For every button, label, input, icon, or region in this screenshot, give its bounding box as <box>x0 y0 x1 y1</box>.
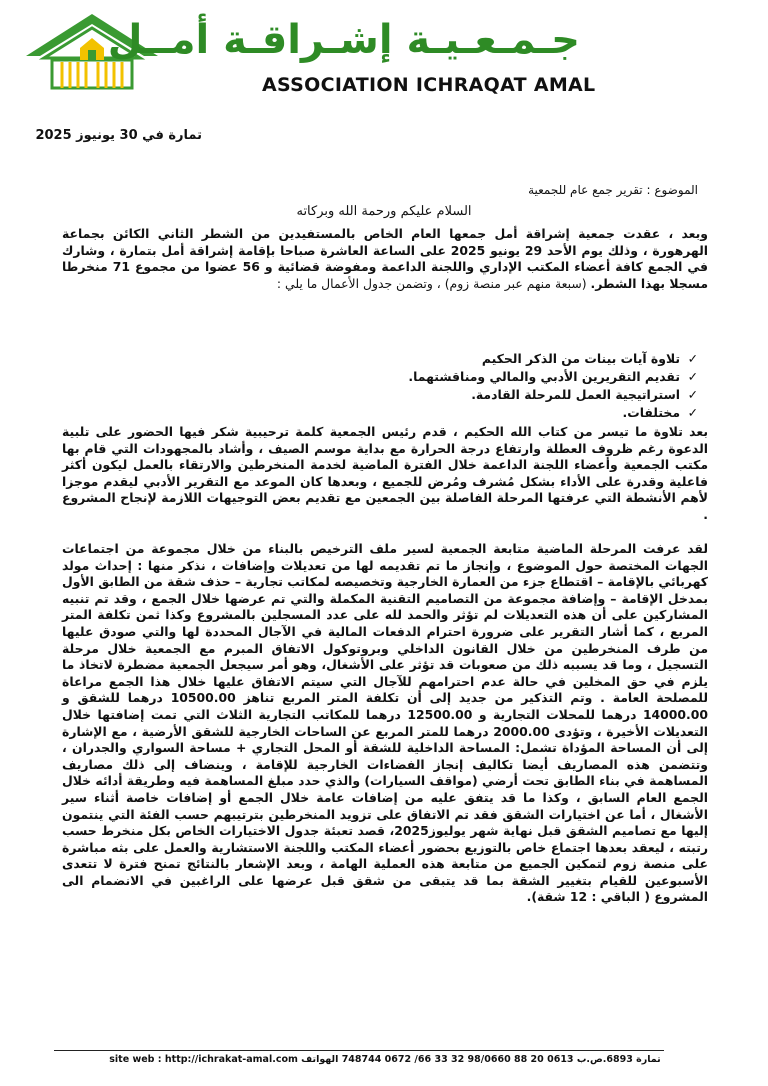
checkmark-icon: ✓ <box>687 369 698 384</box>
footer-divider <box>54 1050 664 1051</box>
checkmark-icon: ✓ <box>687 405 698 420</box>
footer-contact: تمارة 6893.ص.ب 0613 20 88 98/0660 32 33 66/ 0672 748744 الهواتف site web : http://ichrakat-amal.com <box>109 1054 661 1065</box>
paragraph-intro-bold: وبعد ، عقدت جمعية إشراقة أمل جمعها العام الخاص بالمستفيدين من الشطر الثاني الكائن بجماعة الهرهورة ، وذلك يوم الأحد 29 يونيو 2025 على الساعة العاشرة صباحا بإقامة إشراقة أمل بتمارة ، وشارك في الجمع كافة أعضاء المكتب الإداري واللجنة الداعمة ومفوضة قضائية و 56 عضوا من مجموع 71 منخرطا مسجلا بهذا الشطر. <box>62 226 708 291</box>
paragraph-intro <box>62 226 708 292</box>
agenda-list <box>408 350 698 422</box>
greeting: السلام عليكم ورحمة الله وبركاته <box>296 204 472 219</box>
agenda-item: ✓تلاوة آيات بينات من الذكر الحكيم <box>481 351 698 366</box>
document-date: تمارة في 30 يونيوز 2025 <box>35 128 202 143</box>
org-name-arabic: جـمـعـيـة إشـراقـة أمــل <box>107 17 580 63</box>
checkmark-icon: ✓ <box>687 387 698 402</box>
paragraph-project-status: لقد عرفت المرحلة الماضية متابعة الجمعية لسير ملف الترخيص بالبناء من خلال مجموعة من اجتماعات الجهات المختصة حول الموضوع ، وإنجاز ما تم تقديمه لها من تعديلات وإضافات ، نذكر منها : إحداث مولد كهربائي بالإقامة – اقتطاع جزء من العمارة الخارجية وتخصيصه لمكاتب تجارية – حذف شقة من الطابق الأول بمدخل الإقامة – وإضافة مجموعة من التصاميم التقنية المكملة والتي تم عرضها خلال الجمع ، وقد تم تنبيه المشاركين على أن هذه التعديلات لم تؤثر والحمد لله على عدد المسجلين بالمشروع وكذا ثمن تكلفة المتر المربع ، كما أشار التقرير على ضرورة احترام الدفعات المالية في الآجال المحددة لها والتي صودق عليها من طرف المنخرطين من خلال القانون الداخلي وبروتوكول الاتفاق المبرم مع الجمعية خلال مرحلة التسجيل ، وما قد يسببه ذلك من صعوبات قد تؤثر على الأشغال، وهو أمر سيجعل الجمعية مضطرة لاتخاذ ما يلزم في حق المخلين في حالة عدم احترامهم للآجال التي سيتم الاتفاق عليها خلال هذا الجمع مراعاة للمصلحة العامة . وتم التذكير من جديد إلى أن تكلفة المتر المربع تناهز 10500.00 درهما للشقق و 14000.00 درهما للمحلات التجارية و 12500.00 درهما للمكاتب التجارية الثلاث التي تمت إضافتها خلال التعديلات الأخيرة ، وتؤدى 2000.00 درهما للمتر المربع عن الساحات الخارجية للشقق الأرضية ، مع الإشارة إلى أن المساحة المؤداة تشمل: المساحة الداخلية للشقة أو المحل التجاري + مساحة السواري والجدران ، وتتضمن هذه المصاريف أيضا تكاليف إنجاز الفضاءات الخارجية للإقامة ، وينضاف إلى ذلك مصاريف المساهمة في بناء الطابق تحت أرضي (مواقف السيارات) والذي حدد مبلغ المساهمة فيه وطريقة أدائه خلال الجمع العام السابق ، وكذا ما قد يتفق عليه من إضافات عامة خلال الجمع أو إضافات خاصة أثناء سير الأشغال ، أما عن اختيارات الشقق فقد تم الاتفاق على تزويد المنخرطين بترتيبهم حسب الفئة التي ينتمون إليها مع تصاميم الشقق قبل نهاية شهر يوليوز2025، قصد تعبئة جدول الاختيارات الخاص بكل منخرط حسب رتبته ، ليعقد بعدها اجتماع خاص بالتوزيع بحضور أعضاء المكتب واللجنة الاستشارية والعمل على بثه مباشرة على منصة زوم لتمكين الجميع من متابعة هذه العملية الهامة ، وبعد الإشعار بالنتائج تمنح فترة لا تتعدى الأسبوعين للقيام بتغيير الشقة بما قد يتبقى من شقق قبل عرضها على الراغبين في الانضمام الى المشروع ( الباقي : 12 شقة). <box>62 541 708 905</box>
agenda-item: ✓مختلفات. <box>622 405 698 420</box>
org-name-latin: ASSOCIATION ICHRAQAT AMAL <box>262 74 596 96</box>
checkmark-icon: ✓ <box>687 351 698 366</box>
document-subject: الموضوع : تقرير جمع عام للجمعية <box>528 183 698 197</box>
agenda-item: ✓تقديم التقريرين الأدبي والمالي ومناقشتهما. <box>408 369 698 384</box>
agenda-item: ✓استراتيجية العمل للمرحلة القادمة. <box>471 387 698 402</box>
paragraph-intro-normal: (سبعة منهم عبر منصة زوم) ، وتضمن جدول الأعمال ما يلي : <box>276 275 587 291</box>
paragraph-welcome: بعد تلاوة ما تيسر من كتاب الله الحكيم ، قدم رئيس الجمعية كلمة ترحيبية شكر فيها الحضور على تلبية الدعوة رغم ظروف العطلة وارتفاع درجة الحرارة مع بداية موسم الصيف ، وأشاد بالمجهودات التي قام بها مكتب الجمعية وأعضاء اللجنة الداعمة خلال الفترة الماضية لخدمة المنخرطين والارتقاء بالعمل ليكون أكثر فاعلية وقدرة على الأداء بشكل مُشرف ومُرض للجميع ، وبعدها كان الموعد مع التقرير الأدبي ليقدم موجزا لأهم الأنشطة التي عرفتها المرحلة الفاصلة بين الجمعين مع تقديم بعض التوجيهات اللازمة لإنجاح المشروع . <box>62 424 708 522</box>
